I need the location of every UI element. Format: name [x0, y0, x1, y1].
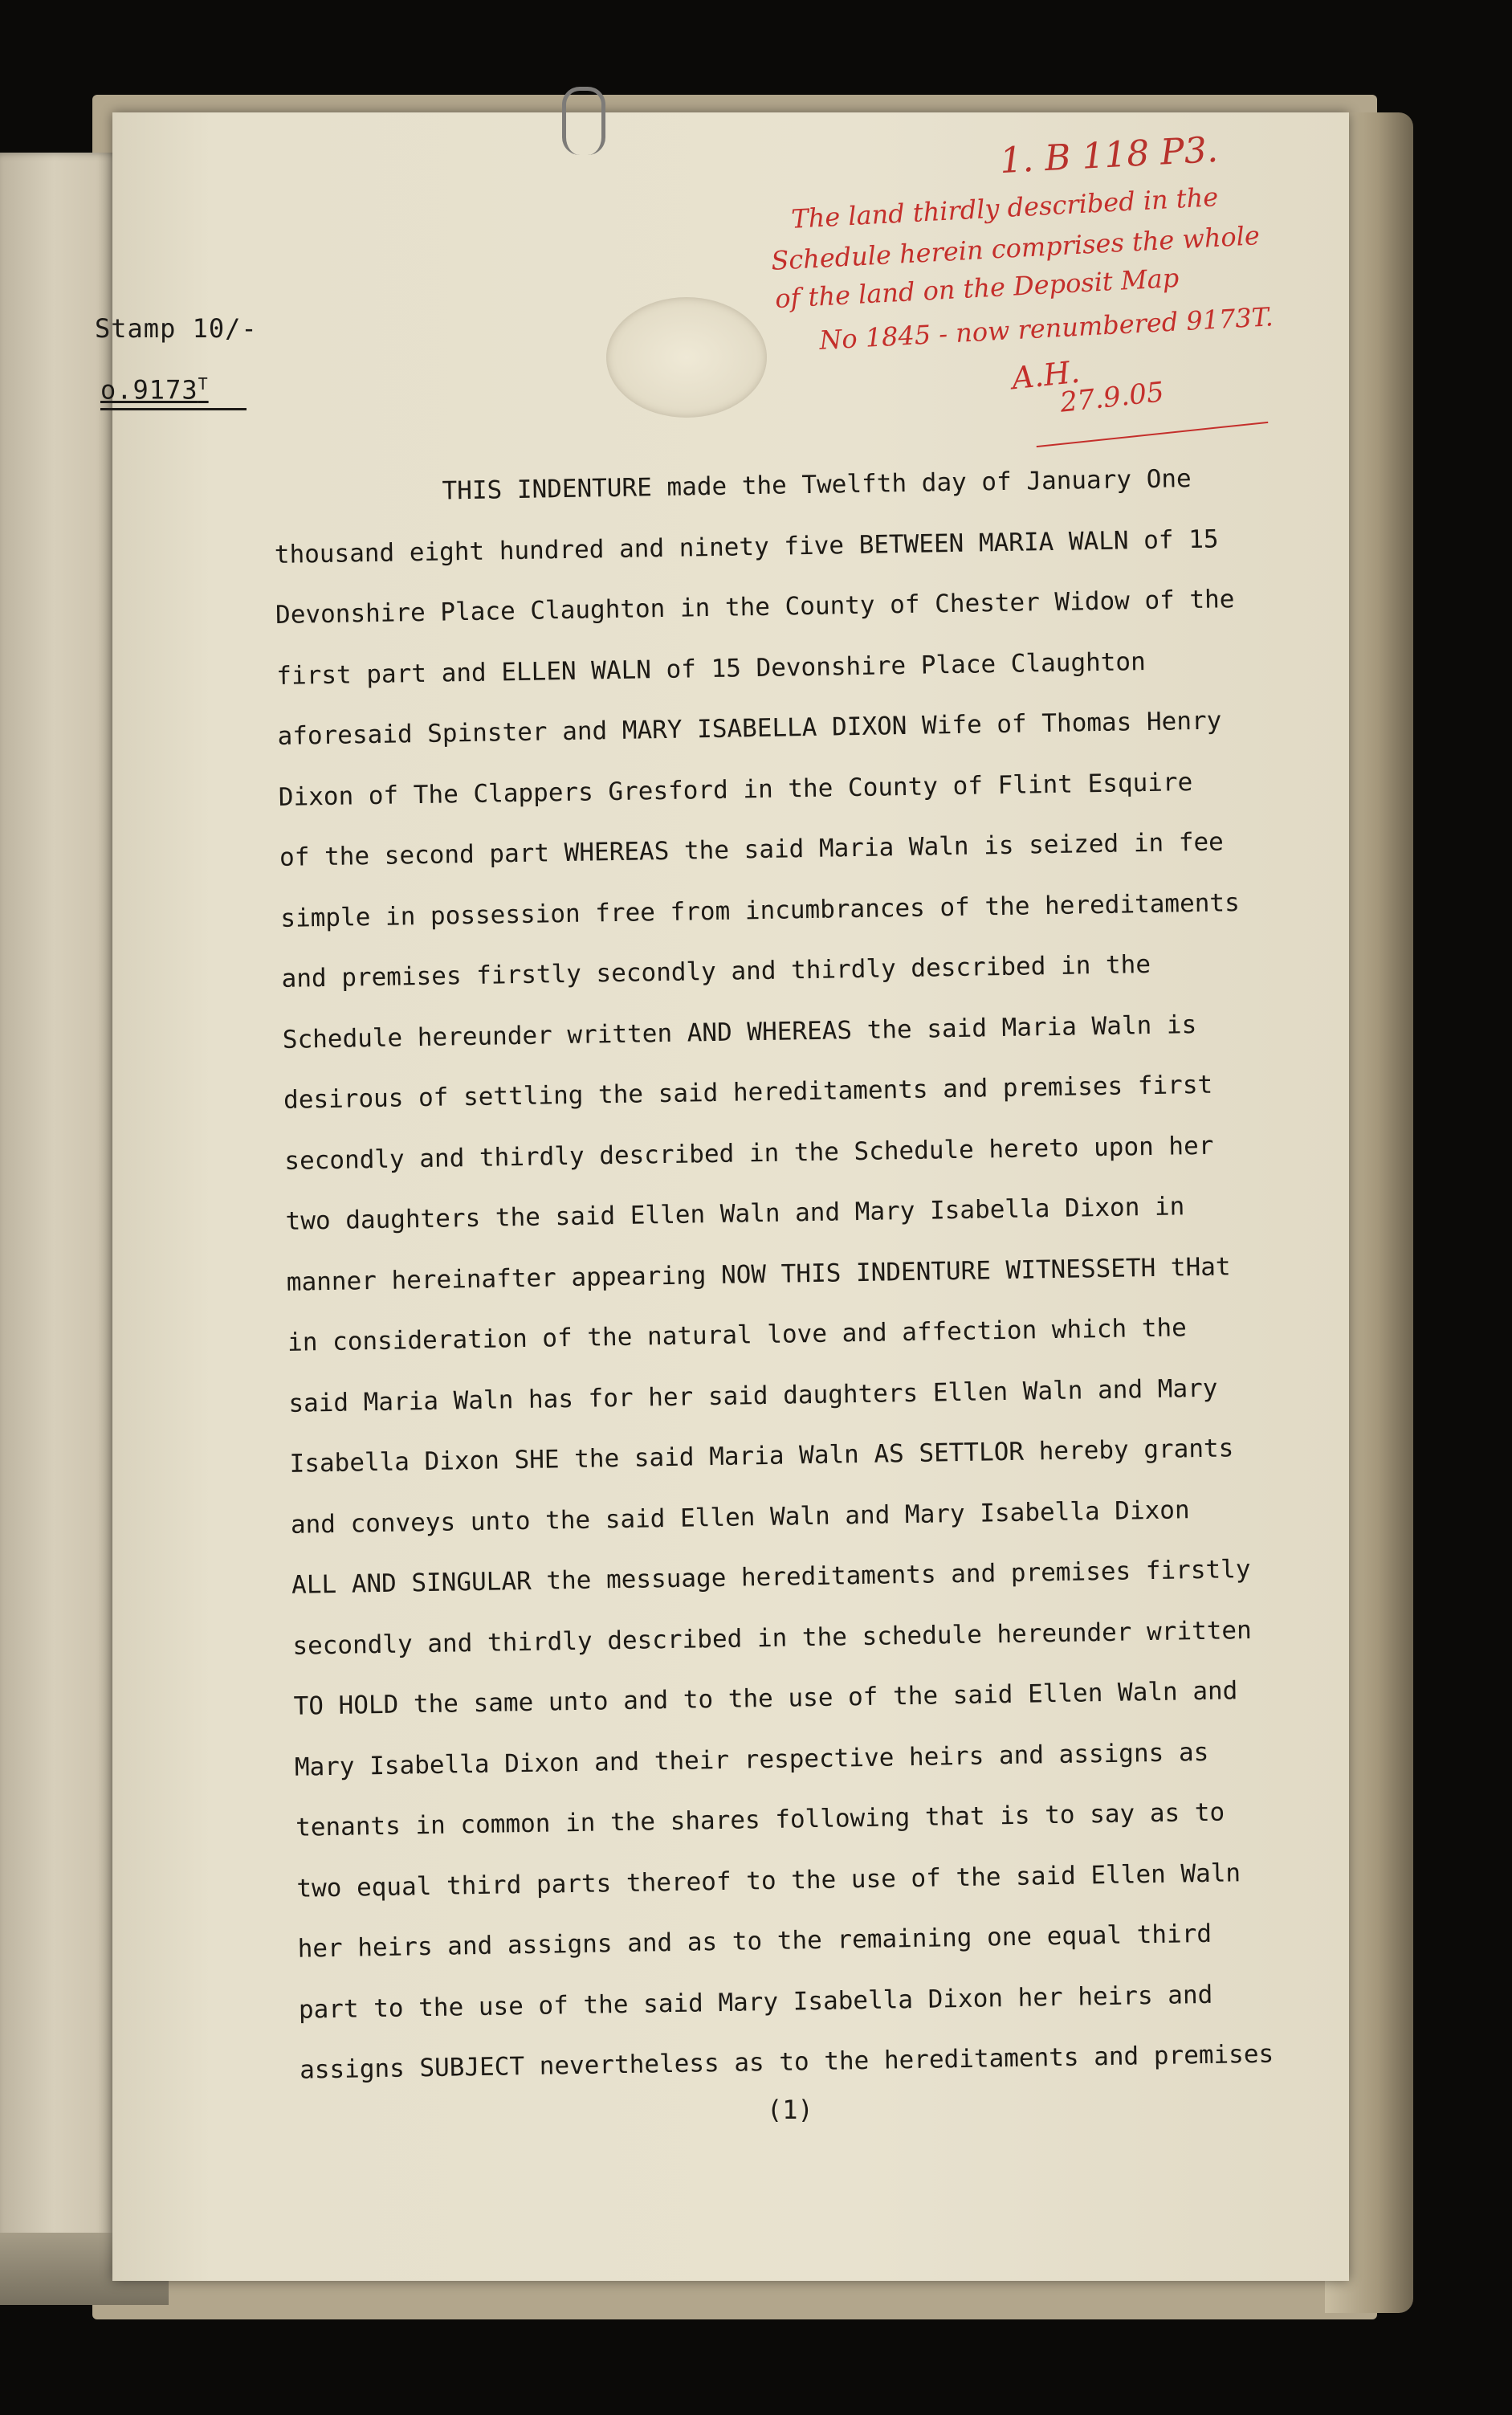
stamp-duty-label: Stamp 10/-: [95, 313, 258, 344]
body-line: said Maria Waln has for her said daughters Ellen Waln and Mary: [288, 1373, 1218, 1418]
body-line: Dixon of The Clappers Gresford in the County of Flint Esquire: [278, 767, 1193, 812]
handwritten-initials: A.H.: [1009, 353, 1082, 397]
body-line: in consideration of the natural love and affection which the: [287, 1313, 1188, 1357]
handwritten-note-line: Schedule herein comprises the whole: [770, 220, 1261, 276]
left-facing-page: [0, 153, 120, 2273]
body-line: two equal third parts thereof to the use of the said Ellen Waln: [296, 1858, 1241, 1903]
body-line: assigns SUBJECT nevertheless as to the hereditaments and premises: [299, 2039, 1274, 2085]
body-line: ALL AND SINGULAR the messuage hereditaments and premises firstly: [291, 1555, 1251, 1600]
body-line: tenants in common in the shares following that is to say as to: [295, 1797, 1225, 1842]
body-line: Isabella Dixon SHE the said Maria Waln AS SETTLOR hereby grants: [289, 1434, 1234, 1479]
document-number-text: o.9173: [100, 374, 198, 406]
body-line: of the second part WHEREAS the said Maria Waln is seized in fee: [279, 827, 1225, 872]
body-line: and conveys unto the said Ellen Waln and Mary Isabella Dixon: [290, 1495, 1190, 1540]
page-number: (1): [767, 2095, 813, 2125]
paper-clip-icon: [562, 87, 605, 155]
body-line: desirous of settling the said hereditaments and premises first: [283, 1070, 1213, 1115]
handwritten-note-line: The land thirdly described in the: [790, 182, 1220, 235]
body-line: her heirs and assigns and as to the remaining one equal third: [297, 1919, 1212, 1964]
body-line: Devonshire Place Claughton in the County of Chester Widow of the: [275, 585, 1235, 630]
indenture-body: [273, 447, 1376, 2101]
body-line: thousand eight hundred and ninety five BETWEEN MARIA WALN of 15: [274, 524, 1219, 569]
body-line: secondly and thirdly described in the Schedule hereto upon her: [284, 1131, 1214, 1176]
handwritten-note-line: of the land on the Deposit Map: [774, 262, 1180, 315]
body-line: Schedule hereunder written AND WHEREAS the said Maria Waln is: [282, 1010, 1197, 1055]
handwritten-date: 27.9.05: [1058, 376, 1166, 419]
body-line: and premises firstly secondly and thirdly described in the: [281, 949, 1151, 993]
body-line: part to the use of the said Mary Isabella Dixon her heirs and: [298, 1980, 1213, 2025]
body-line: manner hereinafter appearing NOW THIS INDENTURE WITNESSETH tHat: [286, 1251, 1231, 1297]
body-line: THIS INDENTURE made the Twelfth day of January One: [442, 464, 1192, 506]
document-number: [100, 374, 209, 406]
body-line: aforesaid Spinster and MARY ISABELLA DIXON Wife of Thomas Henry: [277, 706, 1222, 751]
body-line: simple in possession free from incumbrances of the hereditaments: [280, 887, 1240, 933]
document-number-suffix: T: [198, 374, 209, 394]
body-line: TO HOLD the same unto and to the use of the said Ellen Waln and: [293, 1676, 1238, 1721]
body-line: secondly and thirdly described in the schedule hereunder written: [292, 1615, 1253, 1661]
document-number-rule: [100, 408, 247, 410]
body-line: Mary Isabella Dixon and their respective heirs and assigns as: [294, 1737, 1209, 1782]
handwritten-reference: 1. B 118 P3.: [998, 129, 1219, 182]
handwritten-note-line: No 1845 - now renumbered 9173T.: [818, 301, 1274, 356]
embossed-seal-icon: [606, 297, 767, 418]
body-line: two daughters the said Ellen Waln and Mary Isabella Dixon in: [285, 1192, 1185, 1236]
body-line: first part and ELLEN WALN of 15 Devonshire Place Claughton: [276, 647, 1147, 691]
